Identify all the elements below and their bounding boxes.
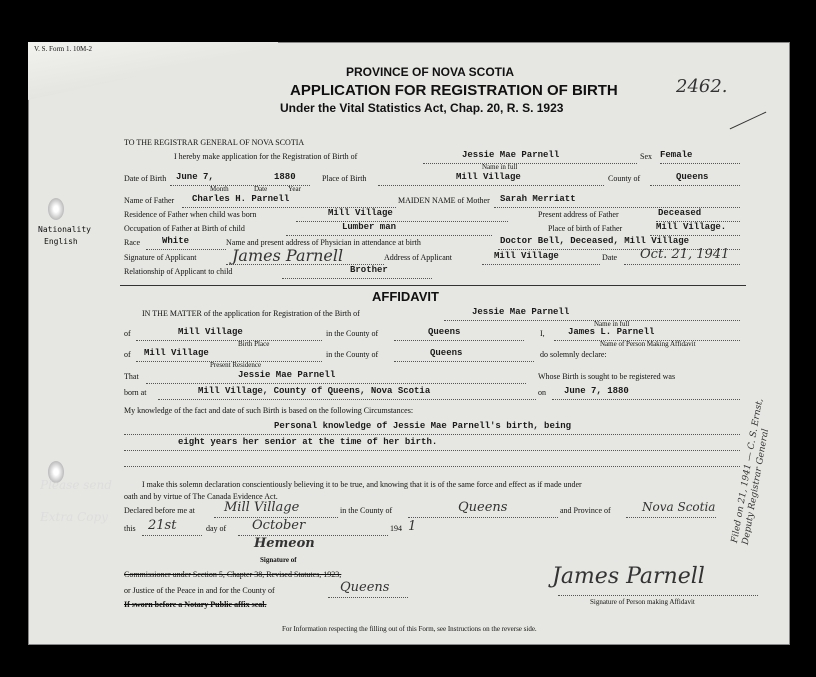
- mother-value: Sarah Merriatt: [500, 194, 576, 204]
- name-caption: Name in full: [482, 163, 518, 171]
- form-number: V. S. Form 1. 10M-2: [34, 45, 93, 53]
- relationship-value: Brother: [350, 265, 388, 275]
- res-father-value: Mill Village: [328, 208, 393, 218]
- declared-before-label: Declared before me at: [124, 506, 195, 515]
- solemnly-label: do solemnly declare:: [540, 350, 607, 359]
- that-value: Jessie Mae Parnell: [238, 370, 336, 380]
- sex-label: Sex: [640, 152, 652, 161]
- affiant-caption: Name of Person Making Affidavit: [600, 340, 696, 348]
- of2-value: Mill Village: [144, 348, 209, 358]
- occupation-label: Occupation of Father at Birth of child: [124, 224, 245, 233]
- place-value: Mill Village: [456, 172, 521, 182]
- mother-label: MAIDEN NAME of Mother: [398, 196, 490, 205]
- affiant-name: James L. Parnell: [568, 327, 655, 337]
- county2-value: Queens: [430, 348, 463, 358]
- born-at-value: Mill Village, County of Queens, Nova Scotia: [198, 386, 431, 396]
- address-label: Address of Applicant: [384, 253, 452, 262]
- province-value: Nova Scotia: [642, 500, 716, 514]
- this-label: this: [124, 524, 136, 533]
- that-label: That: [124, 372, 139, 381]
- intro-text: I hereby make application for the Registration of Birth of: [174, 152, 358, 161]
- form-paper: [28, 42, 790, 645]
- signature-label: Signature of Applicant: [124, 253, 197, 262]
- declaration-line-2: oath and by virtue of The Canada Evidence Act.: [124, 492, 278, 501]
- divider: [120, 285, 746, 286]
- county-value: Queens: [676, 172, 709, 182]
- physician-value: Doctor Bell, Deceased, Mill Village: [500, 236, 690, 246]
- registrar-line: TO THE REGISTRAR GENERAL OF NOVA SCOTIA: [124, 138, 305, 147]
- race-value: White: [162, 236, 190, 246]
- county3-value: Queens: [458, 500, 508, 515]
- justice-line: or Justice of the Peace in and for the County of: [124, 586, 275, 595]
- month-caption: Month: [210, 185, 229, 193]
- of2-label: of: [124, 350, 131, 359]
- whose-birth-label: Whose Birth is sought to be registered was: [538, 372, 676, 381]
- check-mark: [730, 112, 767, 130]
- page-subtitle: Under the Vital Statistics Act, Chap. 20, R. S. 1923: [280, 101, 564, 115]
- county1-value: Queens: [428, 327, 461, 337]
- province-of-label: and Province of: [560, 506, 611, 515]
- day-of-label: day of: [206, 524, 227, 533]
- of1-value: Mill Village: [178, 327, 243, 337]
- on-value: June 7, 1880: [564, 386, 629, 396]
- circumstance-line-1: Personal knowledge of Jessie Mae Parnell's birth, being: [274, 421, 572, 431]
- nationality-value: English: [44, 237, 78, 246]
- file-number: 2462.: [676, 76, 728, 97]
- dob-month: June 7,: [176, 172, 214, 182]
- please-send-note: Please send: [40, 478, 112, 492]
- birth-place-caption: Birth Place: [238, 340, 270, 348]
- father-label: Name of Father: [124, 196, 175, 205]
- signature-of-caption: Signature of: [260, 556, 297, 564]
- county2-label: in the County of: [326, 350, 379, 359]
- year-prefix: 194: [390, 524, 402, 533]
- born-at-label: born at: [124, 388, 147, 397]
- affidavit-title: AFFIDAVIT: [372, 289, 439, 304]
- declaration-line-1: I make this solemn declaration conscientiously believing it to be true, and knowing that it is of the same force and effect as if made under: [142, 480, 582, 489]
- year-suffix: 1: [408, 519, 417, 534]
- province-heading: PROVINCE OF NOVA SCOTIA: [346, 65, 515, 79]
- county3-label: in the County of: [340, 506, 393, 515]
- address-value: Mill Village: [494, 251, 559, 261]
- of1-label: of: [124, 329, 131, 338]
- dob-year: 1880: [274, 172, 296, 182]
- year-caption: Year: [288, 185, 301, 193]
- sex-value: Female: [660, 150, 693, 160]
- father-birthplace-label: Place of birth of Father: [548, 224, 623, 233]
- declared-place: Mill Village: [224, 500, 300, 515]
- child-name: Jessie Mae Parnell: [462, 150, 560, 160]
- present-address-value: Deceased: [658, 208, 702, 218]
- punch-hole-top: [48, 198, 64, 220]
- circumstance-line-2: eight years her senior at the time of her birth.: [178, 437, 438, 447]
- matter-line: IN THE MATTER of the application for Registration of the Birth of: [142, 309, 360, 318]
- county-label: County of: [608, 174, 641, 183]
- page-title: APPLICATION FOR REGISTRATION OF BIRTH: [290, 82, 618, 99]
- place-label: Place of Birth: [322, 174, 367, 183]
- affiant-signature-caption: Signature of Person making Affidavit: [590, 598, 695, 606]
- occupation-value: Lumber man: [342, 222, 397, 232]
- matter-name: Jessie Mae Parnell: [472, 307, 570, 317]
- date-caption: Date: [254, 185, 268, 193]
- day-value: 21st: [148, 518, 177, 533]
- present-address-label: Present address of Father: [538, 210, 619, 219]
- knowledge-line: My knowledge of the fact and date of such Birth is based on the following Circumstances:: [124, 406, 414, 415]
- date-value: Oct. 21, 1941: [640, 247, 730, 262]
- extra-copy-note: Extra Copy: [40, 510, 108, 524]
- father-value: Charles H. Parnell: [192, 194, 290, 204]
- father-birthplace-value: Mill Village.: [656, 222, 727, 232]
- affiant-signature: James Parnell: [552, 564, 705, 589]
- nationality-label: Nationality: [38, 225, 91, 234]
- commissioner-line: Commissioner under Section 5, Chapter 38, Revised Statutes, 1923,: [124, 570, 342, 579]
- official-signature: Hemeon: [254, 536, 315, 551]
- footer-note: For Information respecting the filling out of this Form, see Instructions on the reverse side.: [282, 625, 537, 633]
- dob-label: Date of Birth: [124, 174, 167, 183]
- relationship-label: Relationship of Applicant to child: [124, 267, 233, 276]
- matter-name-caption: Name in full: [594, 320, 630, 328]
- on-label: on: [538, 388, 546, 397]
- res-father-label: Residence of Father when child was born: [124, 210, 257, 219]
- i-label: I,: [540, 329, 545, 338]
- race-label: Race: [124, 238, 140, 247]
- filing-note: Filed on 21, 1941 — C. S. Ernst, Deputy Registrar General: [730, 397, 772, 546]
- present-res-caption: Present Residence: [210, 361, 262, 369]
- county1-label: in the County of: [326, 329, 379, 338]
- month-value: October: [252, 518, 306, 533]
- physician-label: Name and present address of Physician in attendance at birth: [226, 238, 421, 247]
- date-label: Date: [602, 253, 618, 262]
- notary-line: If sworn before a Notary Public affix seal.: [124, 600, 267, 609]
- justice-county: Queens: [340, 580, 390, 595]
- applicant-signature: James Parnell: [232, 246, 344, 265]
